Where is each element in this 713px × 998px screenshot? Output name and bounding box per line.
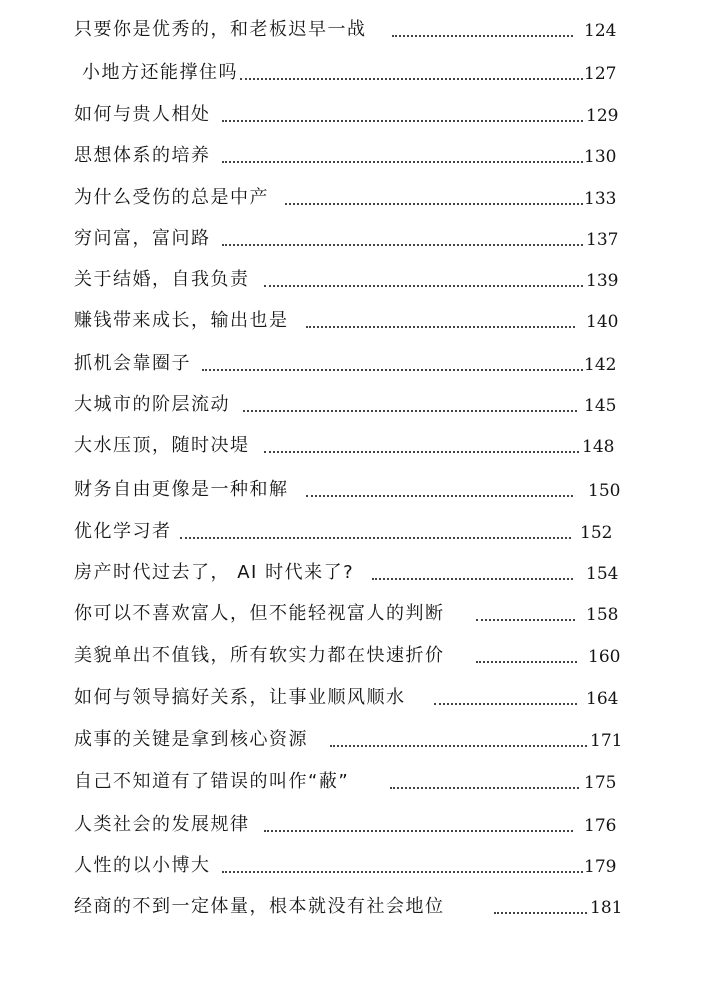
toc-entry-title: 赚钱带来成长，输出也是 xyxy=(74,310,289,331)
toc-entry[interactable] xyxy=(0,99,713,131)
toc-entry[interactable] xyxy=(0,598,713,630)
toc-entry-title: 思想体系的培养 xyxy=(74,145,211,166)
dot-leader xyxy=(476,619,575,621)
toc-entry[interactable] xyxy=(0,766,713,798)
toc-entry[interactable] xyxy=(0,264,713,296)
toc-entry[interactable] xyxy=(0,557,713,589)
dot-leader xyxy=(285,203,583,205)
toc-entry-title: 为什么受伤的总是中产 xyxy=(74,187,269,208)
dot-leader xyxy=(222,161,583,163)
toc-entry-title: 人性的以小博大 xyxy=(74,855,211,876)
toc-entry-title: 你可以不喜欢富人，但不能轻视富人的判断 xyxy=(74,603,445,624)
toc-entry[interactable] xyxy=(0,389,713,421)
dot-leader xyxy=(264,451,579,453)
toc-entry-title: 成事的关键是拿到核心资源 xyxy=(74,729,308,750)
toc-entry-title: 美貌单出不值钱，所有软实力都在快速折价 xyxy=(74,645,445,666)
toc-entry[interactable] xyxy=(0,182,713,214)
toc-entry-title: 财务自由更像是一种和解 xyxy=(74,479,289,500)
dot-leader xyxy=(222,244,583,246)
toc-entry-title: 穷问富，富问路 xyxy=(74,228,211,249)
toc-entry[interactable] xyxy=(0,809,713,841)
toc-entry-page-number: 158 xyxy=(586,605,619,625)
toc-entry-page-number: 164 xyxy=(586,689,619,709)
toc-entry-page-number: 142 xyxy=(584,355,617,375)
dot-leader xyxy=(222,120,583,122)
toc-entry-page-number: 150 xyxy=(588,481,621,501)
toc-entry-page-number: 124 xyxy=(584,21,617,41)
toc-entry-page-number: 179 xyxy=(584,857,617,877)
toc-entry[interactable] xyxy=(0,57,713,89)
toc-entry[interactable] xyxy=(0,140,713,172)
dot-leader xyxy=(392,35,573,37)
toc-entry-page-number: 148 xyxy=(582,437,615,457)
dot-leader xyxy=(390,787,579,789)
toc-entry-title: 大水压顶，随时决堤 xyxy=(74,435,250,456)
toc-entry[interactable] xyxy=(0,891,713,923)
dot-leader xyxy=(434,703,577,705)
toc-entry-title: 小地方还能撑住吗 xyxy=(82,62,238,83)
toc-entry-page-number: 154 xyxy=(586,564,619,584)
toc-entry-title: 房产时代过去了， AI 时代来了? xyxy=(74,562,355,583)
dot-leader xyxy=(306,495,573,497)
toc-entry-title: 如何与贵人相处 xyxy=(74,104,211,125)
toc-entry-page-number: 145 xyxy=(584,396,617,416)
toc-entry-title: 抓机会靠圈子 xyxy=(74,353,191,374)
toc-entry-title: 人类社会的发展规律 xyxy=(74,814,250,835)
toc-entry-page-number: 152 xyxy=(580,523,613,543)
dot-leader xyxy=(243,410,577,412)
toc-entry-page-number: 160 xyxy=(588,647,621,667)
dot-leader xyxy=(264,285,583,287)
toc-entry-page-number: 176 xyxy=(584,816,617,836)
toc-entry-title: 优化学习者 xyxy=(74,521,172,542)
toc-entry[interactable] xyxy=(0,474,713,506)
toc-entry-page-number: 175 xyxy=(584,773,617,793)
toc-entry-title: 大城市的阶层流动 xyxy=(74,394,230,415)
toc-entry[interactable] xyxy=(0,516,713,548)
toc-entry-page-number: 140 xyxy=(586,312,619,332)
toc-entry-page-number: 129 xyxy=(586,106,619,126)
toc-entry[interactable] xyxy=(0,430,713,462)
toc-entry-page-number: 139 xyxy=(586,271,619,291)
toc-entry-page-number: 127 xyxy=(584,64,617,84)
toc-entry[interactable] xyxy=(0,348,713,380)
dot-leader xyxy=(494,912,587,914)
toc-entry-title: 如何与领导搞好关系，让事业顺风顺水 xyxy=(74,687,406,708)
toc-entry[interactable] xyxy=(0,305,713,337)
toc-entry-title: 经商的不到一定体量，根本就没有社会地位 xyxy=(74,896,445,917)
toc-entry[interactable] xyxy=(0,640,713,672)
dot-leader xyxy=(222,871,583,873)
dot-leader xyxy=(476,661,577,663)
toc-entry[interactable] xyxy=(0,14,713,46)
toc-entry-page-number: 133 xyxy=(584,189,617,209)
toc-entry-page-number: 137 xyxy=(586,230,619,250)
toc-entry-title: 自己不知道有了错误的叫作“蔽” xyxy=(74,771,350,792)
toc-entry[interactable] xyxy=(0,724,713,756)
toc-entry-title: 只要你是优秀的，和老板迟早一战 xyxy=(74,19,367,40)
dot-leader xyxy=(330,745,587,747)
dot-leader xyxy=(240,78,583,80)
toc-entry-page-number: 171 xyxy=(590,731,623,751)
dot-leader xyxy=(306,326,575,328)
toc-entry-page-number: 130 xyxy=(584,147,617,167)
toc-entry[interactable] xyxy=(0,223,713,255)
dot-leader xyxy=(372,578,573,580)
toc-entry[interactable] xyxy=(0,682,713,714)
dot-leader xyxy=(202,369,583,371)
toc-entry[interactable] xyxy=(0,850,713,882)
dot-leader xyxy=(180,537,571,539)
toc-entry-page-number: 181 xyxy=(590,898,623,918)
toc-entry-title: 关于结婚，自我负责 xyxy=(74,269,250,290)
dot-leader xyxy=(264,830,573,832)
